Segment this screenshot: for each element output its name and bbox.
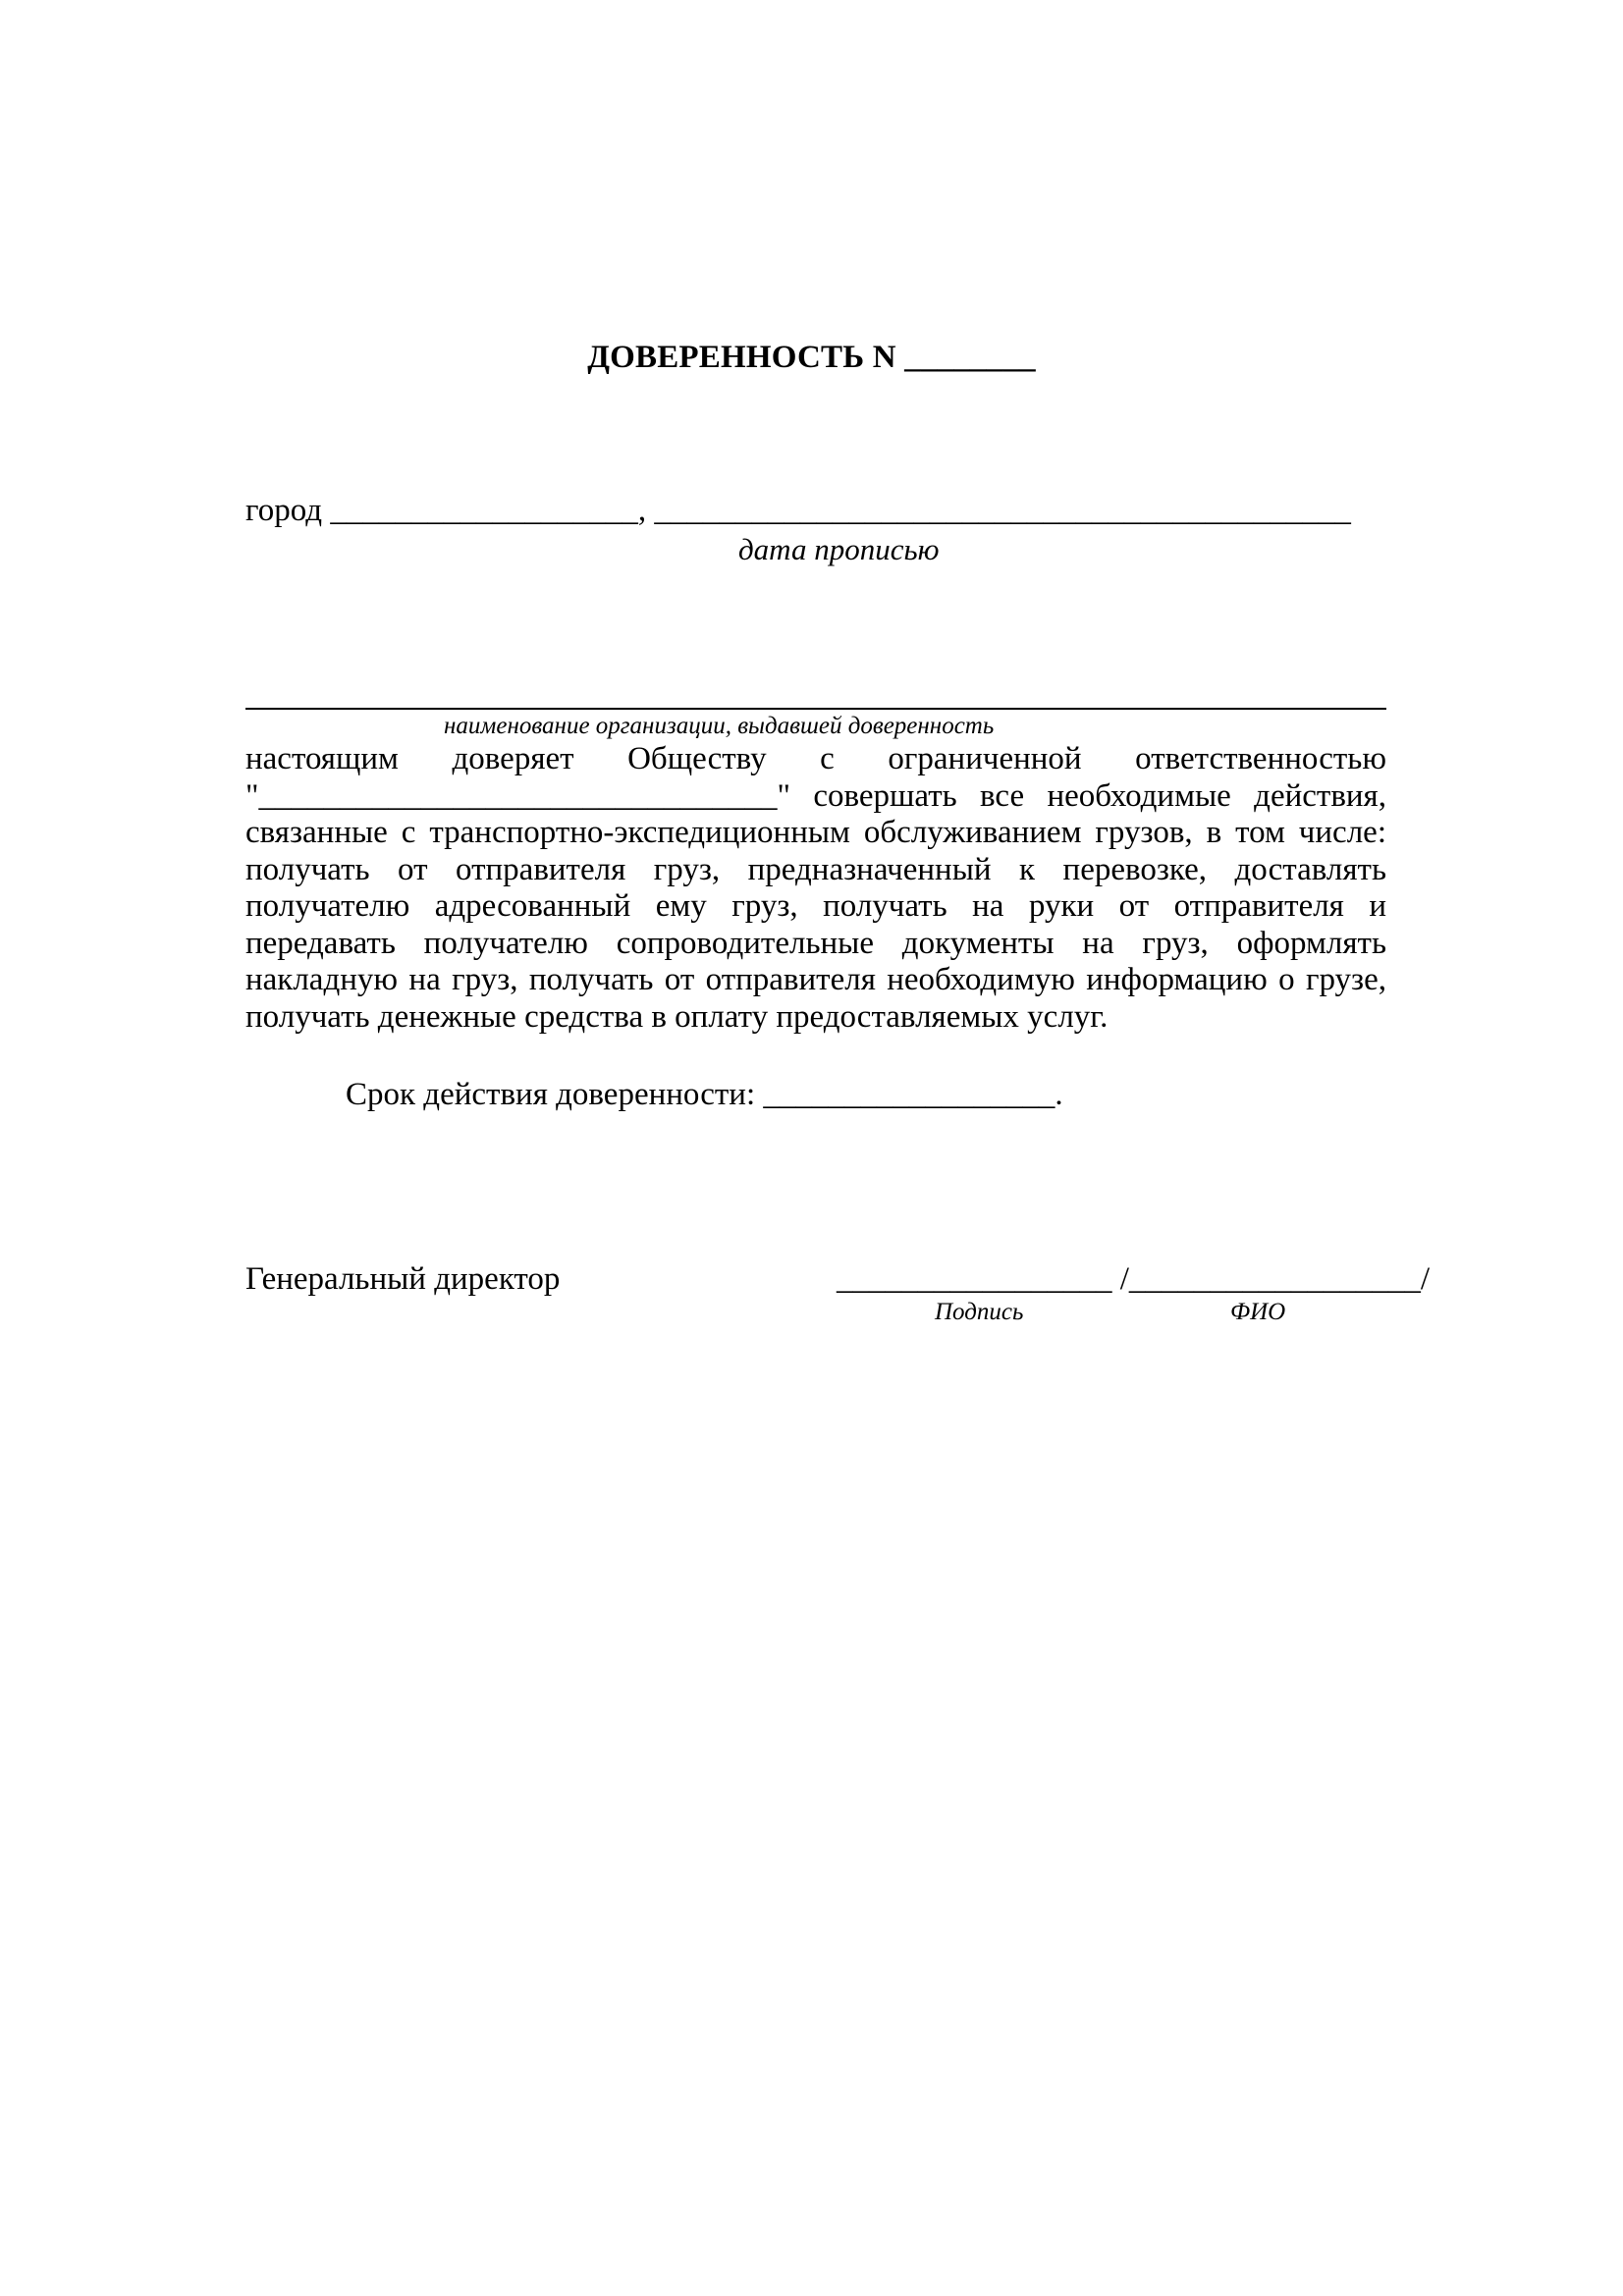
city-line bbox=[245, 493, 1351, 529]
city-comma: , bbox=[637, 493, 647, 528]
city-blank: ___________________ bbox=[330, 493, 638, 528]
city-label: город bbox=[245, 493, 323, 528]
signature-line: _________________ /__________________/ bbox=[837, 1261, 1431, 1297]
signature-caption: Подпись bbox=[935, 1299, 1024, 1325]
paragraph-line: накладную на груз, получать от отправителя необходимую информацию о грузе, bbox=[245, 962, 1386, 997]
date-blank: ___________________________________________ bbox=[654, 493, 1351, 528]
paragraph-line: получать денежные средства в оплату предоставляемых услуг. bbox=[245, 998, 1109, 1035]
validity-line: Срок действия доверенности: __________________. bbox=[346, 1077, 1063, 1112]
paragraph-line: передавать получателю сопроводительные документы на груз, оформлять bbox=[245, 925, 1386, 961]
paragraph-line: связанные с транспортно-экспедиционным обслуживанием грузов, в том числе: bbox=[245, 815, 1386, 850]
organization-name-line bbox=[245, 708, 1386, 710]
paragraph-line: настоящим доверяет Обществу с ограниченной ответственностью bbox=[245, 741, 1386, 776]
organization-caption: наименование организации, выдавшей доверенность bbox=[444, 713, 995, 739]
date-caption: дата прописью bbox=[738, 532, 940, 566]
paragraph-line: "________________________________" совершать все необходимые действия, bbox=[245, 777, 1386, 814]
full-name-caption: ФИО bbox=[1230, 1299, 1286, 1325]
signatory-position: Генеральный директор bbox=[245, 1261, 561, 1297]
paragraph-line: получать от отправителя груз, предназначенный к перевозке, доставлять bbox=[245, 851, 1386, 887]
document-title: ДОВЕРЕННОСТЬ N ________ bbox=[587, 340, 1036, 375]
paragraph-line: получателю адресованный ему груз, получать на руки от отправителя и bbox=[245, 888, 1386, 924]
authority-paragraph bbox=[245, 741, 1386, 1036]
